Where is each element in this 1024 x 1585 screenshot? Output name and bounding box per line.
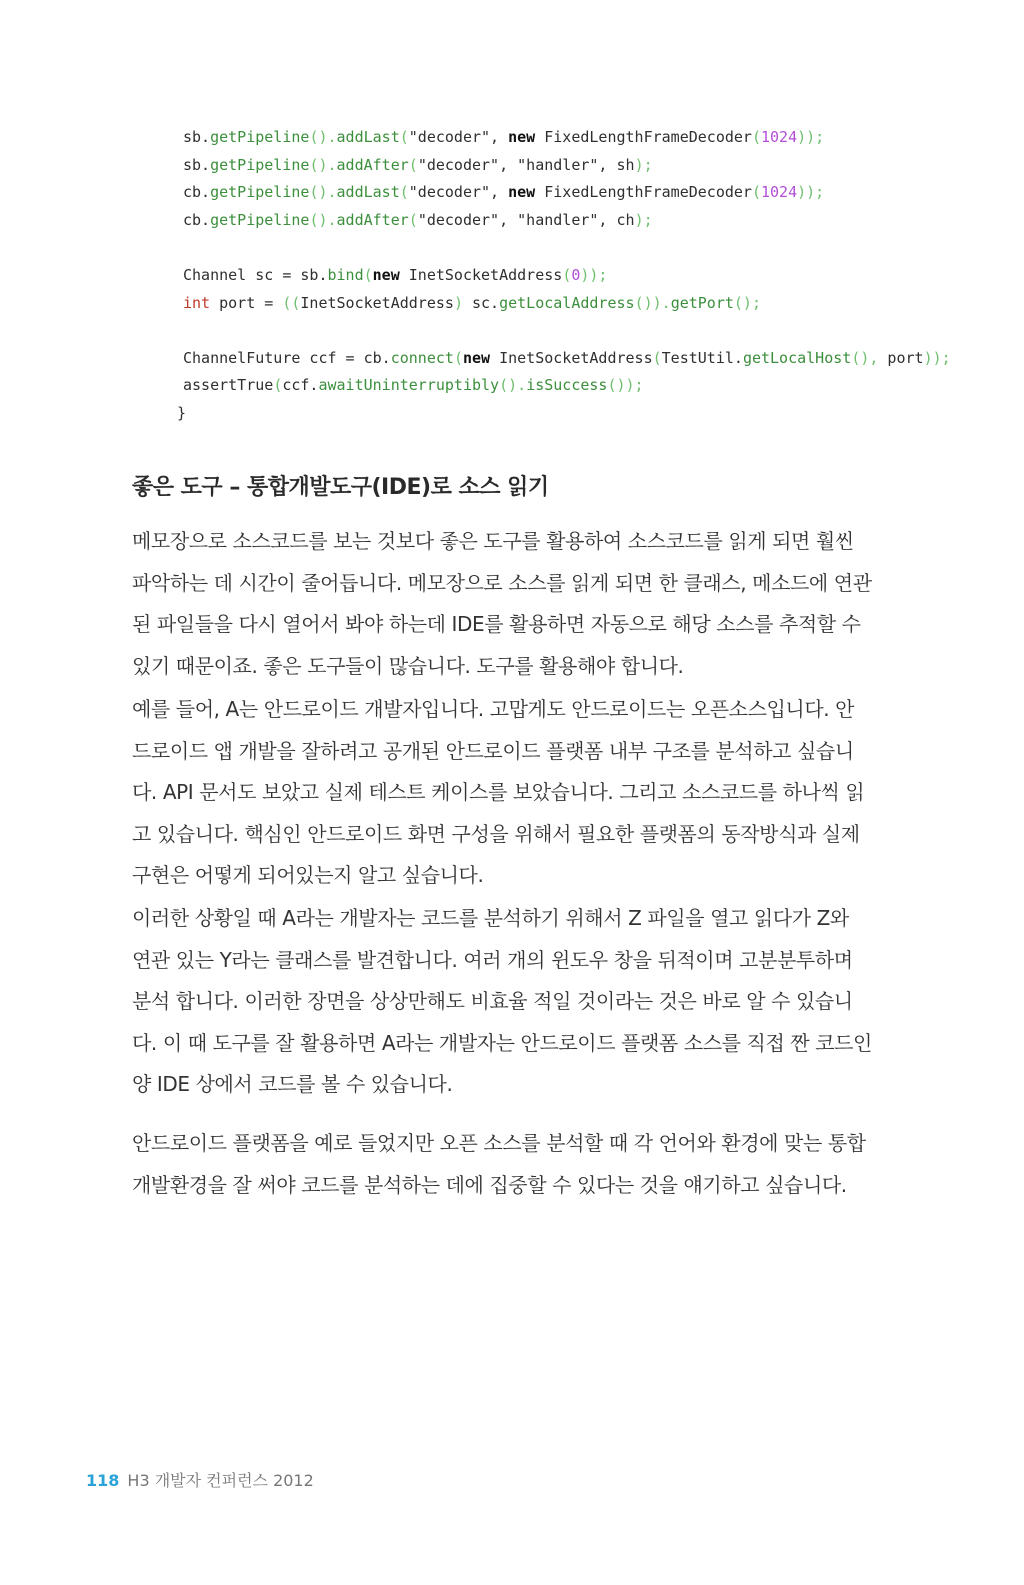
paragraph-2: 예를 들어, A는 안드로이드 개발자입니다. 고맙게도 안드로이드는 오픈소스입니다. 안드로이드 앱 개발을 잘하려고 공개된 안드로이드 플랫폼 내부 구조를 분석하고 싶습니다. API 문서도 보았고 실제 테스트 케이스를 보았습니다. 그리고 소스코드를 하나씩 읽고 있습니다. 핵심인 안드로이드 화면 구성을 위해서 필요한 플랫폼의 동작방식과 실제 구현은 어떻게 되어있는지 알고 싶습니다. (132, 697, 865, 887)
page-footer (86, 1468, 314, 1491)
code-line-3: cb.getPipeline().addLast("decoder", new FixedLengthFrameDecoder(1024)); (183, 183, 825, 202)
paragraph-3: 이러한 상황일 때 A라는 개발자는 코드를 분석하기 위해서 Z 파일을 열고 읽다가 Z와 연관 있는 Y라는 클래스를 발견합니다. 여러 개의 윈도우 창을 뒤적이며 고분분투하며 분석 합니다. 이러한 장면을 상상만해도 비효율 적일 것이라는 것은 바로 알 수 있습니다. 이 때 도구를 잘 활용하면 A라는 개발자는 안드로이드 플랫폼 소스를 직접 짠 코드인양 IDE 상에서 코드를 볼 수 있습니다. (132, 906, 872, 1096)
code-line-1: sb.getPipeline().addLast("decoder", new FixedLengthFrameDecoder(1024)); (183, 128, 825, 146)
code-line-5: Channel sc = sb.bind(new InetSocketAddress(0)); (183, 265, 608, 284)
code-line-6: int port = ((InetSocketAddress) sc.getLocalAddress()).getPort(); (183, 293, 761, 312)
section-heading: 좋은 도구 – 통합개발도구(IDE)로 소스 읽기 (132, 475, 549, 500)
code-line-4: cb.getPipeline().addAfter("decoder", "handler", ch); (183, 210, 653, 229)
code-line-7: ChannelFuture ccf = cb.connect(new InetSocketAddress(TestUtil.getLocalHost(), port)); (183, 348, 951, 367)
code-closing-brace: } (177, 404, 187, 422)
code-spacer (183, 317, 923, 345)
page-number: 118 (86, 1471, 120, 1490)
paragraph-4: 안드로이드 플랫폼을 예로 들었지만 오픈 소스를 분석할 때 각 언어와 환경에 맞는 통합 개발환경을 잘 써야 코드를 분석하는 데에 집중할 수 있다는 것을 얘기하고 싶습니다. (132, 1131, 866, 1197)
paragraph-1: 메모장으로 소스코드를 보는 것보다 좋은 도구를 활용하여 소스코드를 읽게 되면 훨씬 파악하는 데 시간이 줄어듭니다. 메모장으로 소스를 읽게 되면 한 클래스, 메소드에 연관된 파일들을 다시 열어서 봐야 하는데 IDE를 활용하면 자동으로 해당 소스를 추적할 수 있기 때문이죠. 좋은 도구들이 많습니다. 도구를 활용해야 합니다. (132, 529, 872, 678)
code-line-8: assertTrue(ccf.awaitUninterruptibly().isSuccess()); (183, 376, 644, 395)
footer-title: H3 개발자 컨퍼런스 2012 (127, 1471, 314, 1490)
code-line-2: sb.getPipeline().addAfter("decoder", "handler", sh); (183, 155, 653, 174)
code-spacer (183, 234, 923, 262)
code-block (177, 124, 951, 422)
